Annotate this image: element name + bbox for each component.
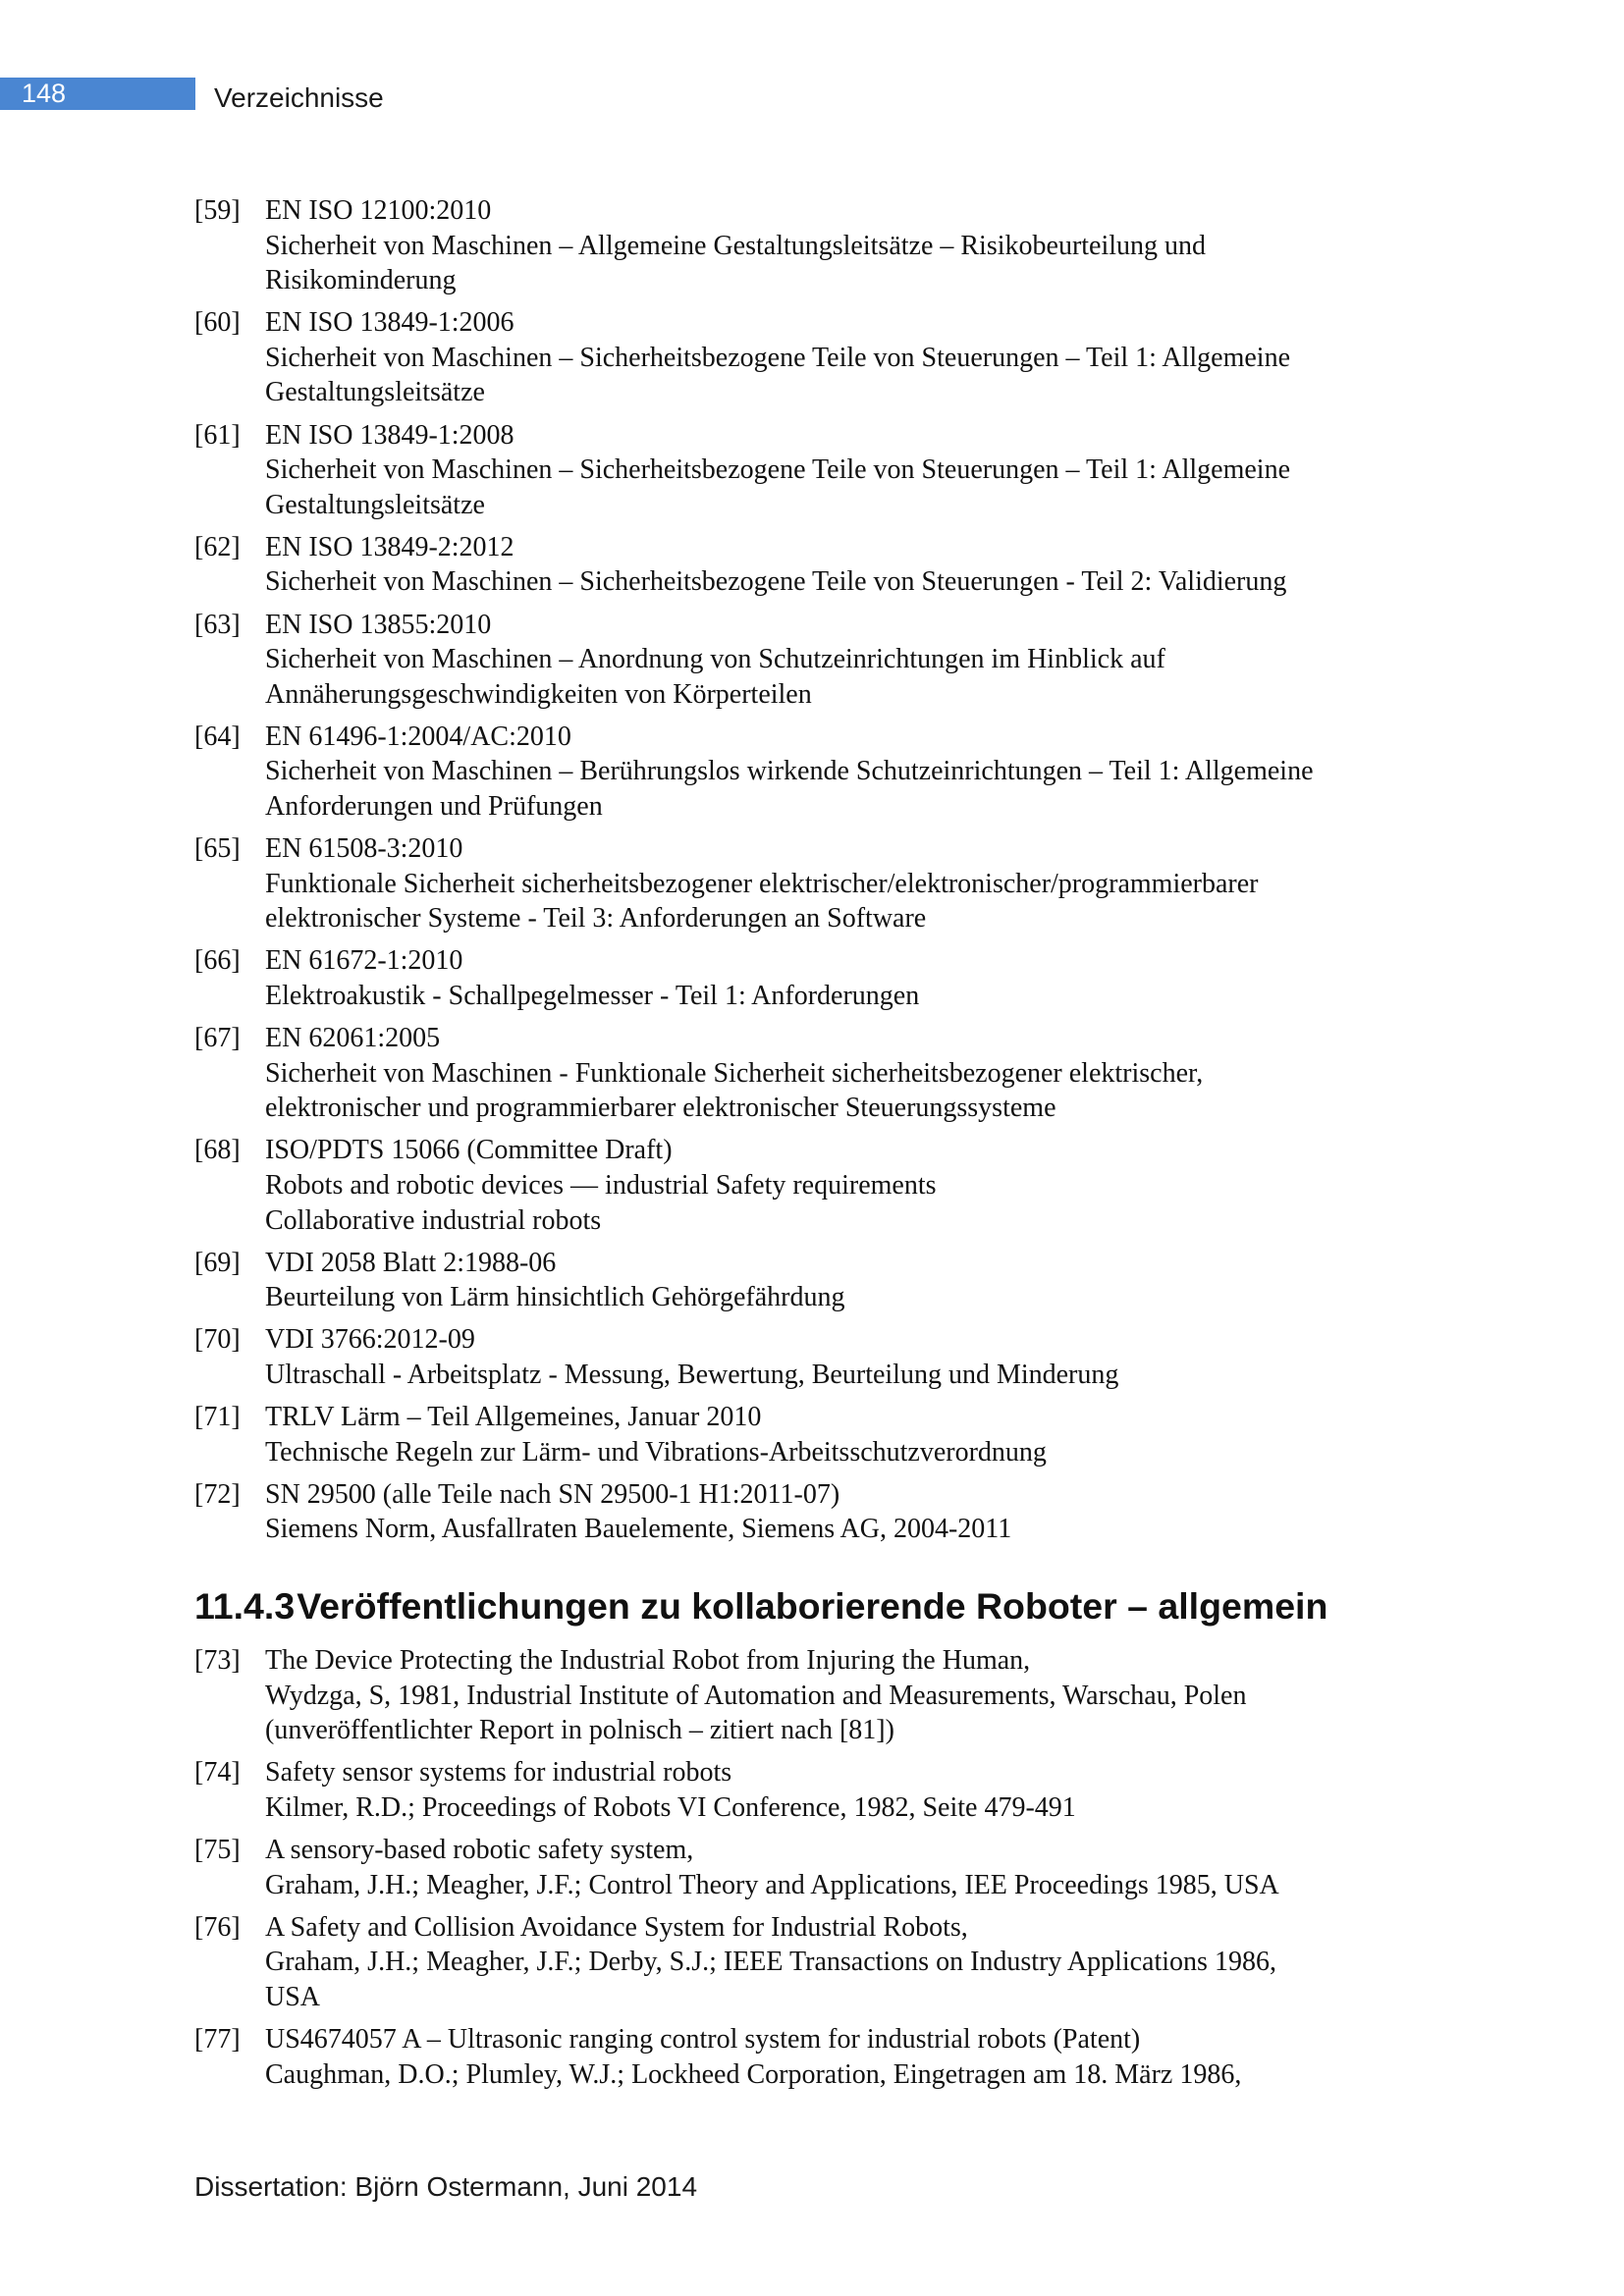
reference-text: [265, 943, 1471, 1013]
reference-line: EN 62061:2005: [265, 1023, 441, 1054]
reference-entry: [194, 1477, 1471, 1547]
section-heading: [194, 1582, 1327, 1629]
reference-line: Ultraschall - Arbeitsplatz - Messung, Bewertung, Beurteilung und Minderung: [265, 1359, 1119, 1390]
reference-line: EN ISO 13855:2010: [265, 609, 492, 640]
reference-line: Beurteilung von Lärm hinsichtlich Gehörgefährdung: [265, 1282, 845, 1313]
running-header-title: Verzeichnisse: [214, 82, 384, 113]
reference-text: [265, 1133, 1471, 1238]
reference-number: [74]: [194, 1757, 241, 1789]
reference-entry: [194, 1643, 1471, 1748]
reference-number: [59]: [194, 195, 241, 226]
reference-line: The Device Protecting the Industrial Robot from Injuring the Human,: [265, 1645, 1031, 1676]
reference-line: US4674057 A – Ultrasonic ranging control system for industrial robots (Patent): [265, 2023, 1141, 2055]
reference-line: Annäherungsgeschwindigkeiten von Körperteilen: [265, 678, 812, 710]
reference-line: A sensory-based robotic safety system,: [265, 1834, 694, 1865]
reference-text: [265, 831, 1471, 936]
reference-number: [70]: [194, 1324, 241, 1356]
reference-number: [75]: [194, 1834, 241, 1865]
reference-line: Safety sensor systems for industrial robots: [265, 1757, 732, 1789]
reference-entry: [194, 418, 1471, 523]
reference-text: [265, 193, 1471, 298]
reference-line: SN 29500 (alle Teile nach SN 29500-1 H1:2011-07): [265, 1478, 840, 1510]
reference-entry: [194, 1246, 1471, 1315]
reference-number: [72]: [194, 1478, 241, 1510]
reference-text: [265, 418, 1471, 523]
reference-line: Sicherheit von Maschinen – Sicherheitsbezogene Teile von Steuerungen - Teil 2: Validierung: [265, 566, 1287, 598]
reference-text: [265, 720, 1471, 825]
reference-line: Sicherheit von Maschinen – Anordnung von Schutzeinrichtungen im Hinblick auf: [265, 644, 1165, 675]
page-number-badge: [0, 78, 195, 110]
reference-number: [63]: [194, 609, 241, 640]
reference-line: Sicherheit von Maschinen – Sicherheitsbezogene Teile von Steuerungen – Teil 1: Allgemeine: [265, 342, 1290, 373]
reference-entry: [194, 2022, 1471, 2092]
reference-line: elektronischer Systeme - Teil 3: Anforderungen an Software: [265, 903, 927, 934]
reference-number: [77]: [194, 2023, 241, 2055]
reference-line: Siemens Norm, Ausfallraten Bauelemente, Siemens AG, 2004-2011: [265, 1514, 1012, 1545]
reference-line: VDI 2058 Blatt 2:1988-06: [265, 1247, 557, 1278]
reference-entry: [194, 193, 1471, 298]
reference-line: Graham, J.H.; Meagher, J.F.; Control Theory and Applications, IEE Proceedings 1985, USA: [265, 1869, 1279, 1900]
reference-entry: [194, 1322, 1471, 1392]
reference-line: EN 61672-1:2010: [265, 945, 463, 977]
reference-line: (unveröffentlichter Report in polnisch – zitiert nach [81]): [265, 1715, 894, 1746]
reference-entry: [194, 831, 1471, 936]
reference-line: Collaborative industrial robots: [265, 1204, 602, 1236]
reference-entry: [194, 1133, 1471, 1238]
reference-line: TRLV Lärm – Teil Allgemeines, Januar 2010: [265, 1402, 762, 1432]
reference-line: Sicherheit von Maschinen – Sicherheitsbezogene Teile von Steuerungen – Teil 1: Allgemeine: [265, 454, 1290, 486]
reference-line: ISO/PDTS 15066 (Committee Draft): [265, 1135, 673, 1166]
reference-entry: [194, 1021, 1471, 1126]
reference-text: [265, 1643, 1471, 1748]
reference-line: Graham, J.H.; Meagher, J.F.; Derby, S.J.; IEEE Transactions on Industry Applications 1986,: [265, 1947, 1276, 1978]
reference-text: [265, 1477, 1471, 1547]
reference-line: Risikominderung: [265, 265, 457, 296]
reference-text: [265, 1755, 1471, 1825]
reference-number: [60]: [194, 307, 241, 339]
reference-entry: [194, 1910, 1471, 2015]
reference-entry: [194, 720, 1471, 825]
reference-text: [265, 1322, 1471, 1392]
reference-list-publications: [194, 1643, 1471, 2100]
reference-entry: [194, 608, 1471, 713]
reference-line: A Safety and Collision Avoidance System for Industrial Robots,: [265, 1911, 968, 1943]
reference-text: [265, 1246, 1471, 1315]
reference-line: Sicherheit von Maschinen - Funktionale Sicherheit sicherheitsbezogener elektrischer,: [265, 1057, 1204, 1089]
reference-line: VDI 3766:2012-09: [265, 1324, 475, 1356]
reference-number: [73]: [194, 1645, 241, 1676]
reference-line: EN ISO 13849-2:2012: [265, 531, 514, 562]
reference-line: Sicherheit von Maschinen – Berührungslos wirkende Schutzeinrichtungen – Teil 1: Allgemeine: [265, 756, 1314, 787]
reference-line: Sicherheit von Maschinen – Allgemeine Gestaltungsleitsätze – Risikobeurteilung und: [265, 230, 1207, 261]
reference-line: EN ISO 13849-1:2006: [265, 307, 514, 339]
reference-line: USA: [265, 1981, 321, 2012]
reference-text: [265, 1833, 1471, 1902]
reference-line: Anforderungen und Prüfungen: [265, 791, 603, 822]
reference-line: elektronischer und programmierbarer elektronischer Steuerungssysteme: [265, 1093, 1056, 1124]
reference-line: Technische Regeln zur Lärm- und Vibrations-Arbeitsschutzverordnung: [265, 1436, 1047, 1468]
reference-number: [62]: [194, 531, 241, 562]
reference-number: [68]: [194, 1135, 241, 1166]
reference-number: [71]: [194, 1402, 241, 1432]
reference-entry: [194, 943, 1471, 1013]
reference-text: [265, 608, 1471, 713]
reference-line: Caughman, D.O.; Plumley, W.J.; Lockheed Corporation, Eingetragen am 18. März 1986,: [265, 2058, 1242, 2090]
reference-text: [265, 1910, 1471, 2015]
reference-number: [61]: [194, 419, 241, 451]
reference-line: EN 61496-1:2004/AC:2010: [265, 721, 571, 752]
reference-text: [265, 1400, 1471, 1469]
reference-line: Robots and robotic devices — industrial Safety requirements: [265, 1169, 937, 1201]
page-footer: Dissertation: Björn Ostermann, Juni 2014: [194, 2171, 698, 2202]
page-number: 148: [22, 79, 67, 108]
reference-text: [265, 2022, 1471, 2092]
reference-number: [76]: [194, 1911, 241, 1943]
reference-line: Gestaltungsleitsätze: [265, 489, 485, 520]
reference-number: [64]: [194, 721, 241, 752]
reference-number: [65]: [194, 833, 241, 865]
reference-line: Funktionale Sicherheit sicherheitsbezogener elektrischer/elektronischer/programmierbarer: [265, 868, 1259, 899]
reference-entry: [194, 1755, 1471, 1825]
reference-entry: [194, 305, 1471, 410]
reference-text: [265, 1021, 1471, 1126]
reference-number: [69]: [194, 1247, 241, 1278]
reference-entry: [194, 530, 1471, 600]
reference-line: Elektroakustik - Schallpegelmesser - Teil 1: Anforderungen: [265, 980, 920, 1011]
reference-entry: [194, 1400, 1471, 1469]
reference-text: [265, 530, 1471, 600]
reference-number: [67]: [194, 1023, 241, 1054]
reference-line: EN ISO 13849-1:2008: [265, 419, 514, 451]
reference-number: [66]: [194, 945, 241, 977]
reference-line: Gestaltungsleitsätze: [265, 377, 485, 408]
reference-entry: [194, 1833, 1471, 1902]
reference-text: [265, 305, 1471, 410]
reference-line: Wydzga, S, 1981, Industrial Institute of Automation and Measurements, Warschau, Polen: [265, 1680, 1247, 1711]
reference-line: EN 61508-3:2010: [265, 833, 463, 865]
reference-line: EN ISO 12100:2010: [265, 195, 492, 226]
section-title: Veröffentlichungen zu kollaborierende Roboter – allgemein: [297, 1585, 1328, 1627]
section-number: 11.4.3: [194, 1585, 296, 1627]
reference-line: Kilmer, R.D.; Proceedings of Robots VI Conference, 1982, Seite 479-491: [265, 1791, 1076, 1823]
reference-list-standards: [194, 193, 1471, 1554]
